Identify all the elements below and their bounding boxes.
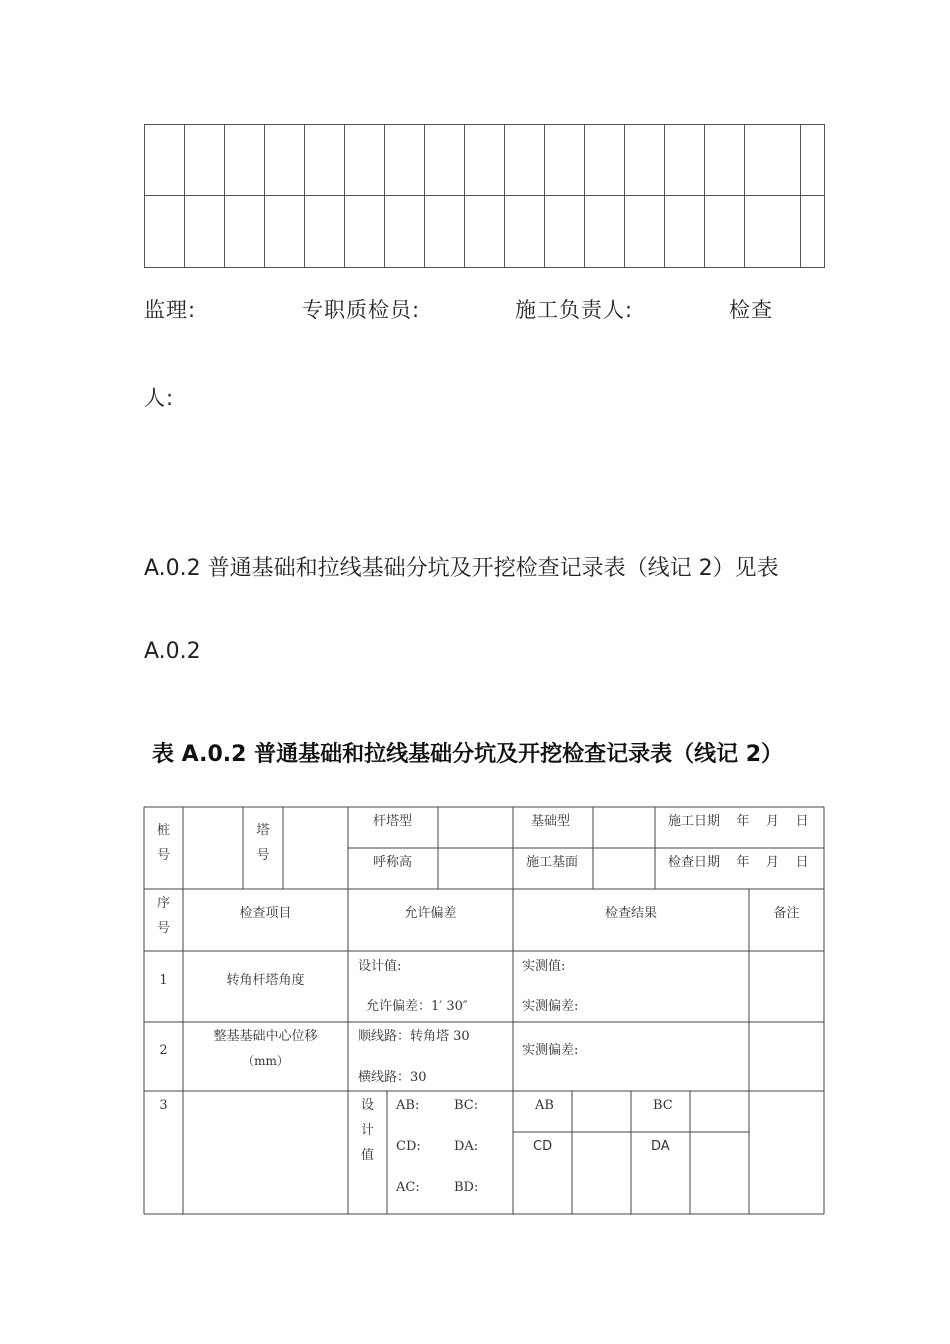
table-title: 表 A.0.2 普通基础和拉线基础分坑及开挖检查记录表（线记 2） bbox=[152, 742, 784, 767]
tower-no-char1: 塔 bbox=[256, 823, 270, 838]
design-char2: 计 bbox=[360, 1123, 374, 1138]
tower-no-label bbox=[243, 818, 283, 868]
seq-char2: 号 bbox=[156, 921, 170, 936]
pile-no-char2: 号 bbox=[156, 848, 170, 863]
row1-design-value: 设计值: bbox=[358, 959, 402, 974]
row3-result-ab: AB bbox=[535, 1098, 554, 1113]
row2-item-line1: 整基基础中心位移 bbox=[213, 1029, 318, 1044]
row2-along-line: 顺线路：转角塔 30 bbox=[358, 1029, 470, 1044]
construction-base-label: 施工基面 bbox=[526, 855, 579, 870]
seq-char1: 序 bbox=[156, 896, 170, 911]
row1-tolerance: 允许偏差：1′ 30″ bbox=[366, 999, 468, 1014]
qc-inspector-label: 专职质检员: bbox=[302, 298, 421, 322]
construction-lead-label: 施工负责人: bbox=[515, 298, 634, 322]
row3-ab: AB: bbox=[396, 1098, 420, 1113]
row2-item bbox=[183, 1024, 348, 1074]
tower-type-label: 杆塔型 bbox=[373, 814, 413, 829]
row3-result-da: DA bbox=[651, 1139, 670, 1154]
row3-bc: BC: bbox=[454, 1098, 479, 1113]
tolerance-column-header: 允许偏差 bbox=[404, 906, 457, 921]
design-char3: 值 bbox=[360, 1148, 374, 1163]
row2-cross-line: 横线路：30 bbox=[358, 1070, 427, 1085]
inspector-label-part2: 人: bbox=[144, 386, 175, 410]
construction-date-label: 施工日期 年 月 日 bbox=[668, 814, 809, 829]
tower-no-char2: 号 bbox=[256, 848, 270, 863]
row3-ac: AC: bbox=[396, 1180, 420, 1195]
row3-da: DA: bbox=[454, 1139, 479, 1154]
supervisor-label: 监理: bbox=[144, 298, 197, 322]
row1-no: 1 bbox=[159, 973, 168, 988]
remark-column-header: 备注 bbox=[773, 906, 800, 921]
seq-column-header bbox=[144, 891, 183, 941]
row3-design-label bbox=[348, 1093, 387, 1168]
row1-measured-deviation: 实测偏差: bbox=[522, 999, 579, 1014]
section-paragraph-line2: A.0.2 bbox=[144, 639, 201, 664]
nominal-height-label: 呼称高 bbox=[373, 855, 413, 870]
row1-measured-value: 实测值: bbox=[522, 959, 566, 974]
pile-no-char1: 桩 bbox=[156, 823, 170, 838]
row1-item: 转角杆塔角度 bbox=[226, 973, 305, 988]
design-char1: 设 bbox=[360, 1098, 374, 1113]
result-column-header: 检查结果 bbox=[604, 906, 657, 921]
row3-result-bc: BC bbox=[653, 1098, 673, 1113]
row3-cd: CD: bbox=[396, 1139, 421, 1154]
row3-bd: BD: bbox=[454, 1180, 479, 1195]
item-column-header: 检查项目 bbox=[239, 906, 292, 921]
row3-no: 3 bbox=[159, 1098, 168, 1113]
row2-measured-deviation: 实测偏差: bbox=[522, 1043, 579, 1058]
row2-item-line2: （mm） bbox=[242, 1054, 289, 1068]
pile-no-label bbox=[144, 818, 183, 868]
inspector-label-part1: 检查 bbox=[729, 298, 773, 322]
foundation-type-label: 基础型 bbox=[531, 814, 571, 829]
inspection-date-label: 检查日期 年 月 日 bbox=[668, 855, 809, 870]
row2-no: 2 bbox=[159, 1043, 168, 1058]
row3-result-cd: CD bbox=[533, 1139, 553, 1154]
section-paragraph-line1: A.0.2 普通基础和拉线基础分坑及开挖检查记录表（线记 2）见表 bbox=[144, 556, 779, 581]
